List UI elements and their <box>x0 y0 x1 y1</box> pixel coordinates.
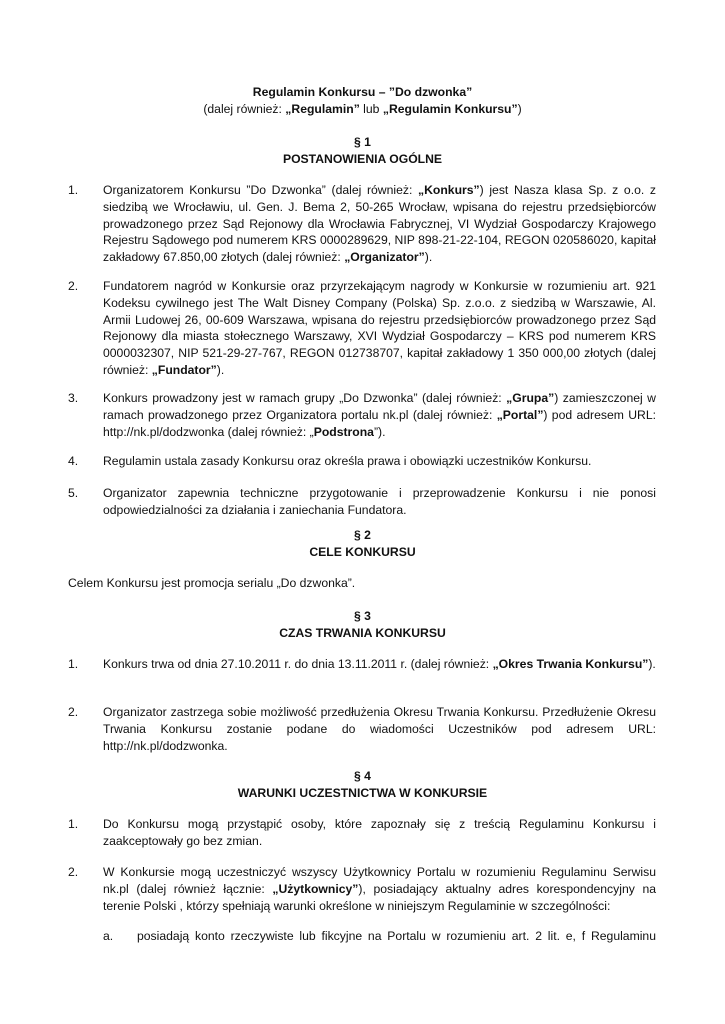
text-run: Fundatorem nagród w Konkursie oraz przyrzekającym nagrody w Konkursie w rozumieniu art. 921 Kodeksu cywilnego jest The Walt Disney Company (Polska) Sp. z.o.o. z siedzibą w Warszawie, Al. Armii Ludowej 26, 00-609 Warszawa, wpisana do rejestru przedsiębiorców prowadzonego przez Sąd Rejonowy dla miasta stołecznego Warszawy, XVI Wydział Gospodarczy – KRS pod numerem KRS 0000032307, NIP 521-29-27-767, REGON 012738707, kapitał zakładowy 1 350 000,00 złotych (dalej również: <box>103 279 656 377</box>
text-run: Organizatorem Konkursu ”Do Dzwonka” (dalej również: <box>103 183 418 197</box>
text-run: ), posiadający aktualny adres korespondencyjny na terenie Polski , którzy spełniają warunki określone w niniejszym Regulaminie w szczególności: <box>103 881 656 913</box>
term-okres-trwania: „Okres Trwania Konkursu” <box>492 657 649 671</box>
section-1-heading: POSTANOWIENIA OGÓLNE <box>282 151 443 166</box>
term-podstrona: Podstrona <box>313 424 374 439</box>
term-portal: „Portal” <box>496 407 544 422</box>
term-organizator: „Organizator” <box>344 250 425 265</box>
section-1-header <box>0 134 725 168</box>
document-title: Regulamin Konkursu – ”Do dzwonka” <box>252 85 473 99</box>
text-run: ). <box>424 250 433 265</box>
item-text: Do Konkursu mogą przystąpić osoby, które zapoznały się z treścią Regulaminu Konkursu i zaakceptowały go bez zmian. <box>103 817 656 848</box>
section-1-item-2 <box>68 278 656 379</box>
section-1-number: § 1 <box>354 135 371 149</box>
section-4-item-1 <box>68 816 656 850</box>
text-run: W Konkursie mogą uczestniczyć wszyscy Użytkownicy Portalu w rozumieniu Regulaminu Serwisu nk.pl (dalej również łącznie: <box>103 865 656 896</box>
section-3-header <box>0 608 725 642</box>
section-3-heading: CZAS TRWANIA KONKURSU <box>279 625 446 640</box>
section-4-subitem-a <box>103 928 656 945</box>
subitem-letter: a. <box>103 929 114 943</box>
section-2-heading: CELE KONKURSU <box>309 544 416 559</box>
section-4-number: § 4 <box>354 769 371 783</box>
section-1-item-5 <box>68 485 656 519</box>
section-4-header <box>0 768 725 802</box>
term-grupa: „Grupa” <box>506 391 555 405</box>
subtitle-term-regulamin: „Regulamin” <box>285 101 360 116</box>
section-3-item-1 <box>68 656 656 673</box>
item-text: Organizator zastrzega sobie możliwość przedłużenia Okresu Trwania Konkursu. Przedłużenie Okresu Trwania Konkursu zostanie podane do wiadomości Uczestników pod adresem URL: http://nk.pl/dodzwonka. <box>103 705 656 753</box>
item-number: 2. <box>68 705 79 719</box>
section-4-item-2 <box>68 864 656 914</box>
item-text <box>103 656 656 673</box>
item-text <box>103 278 656 379</box>
item-number: 2. <box>68 279 79 293</box>
section-2-number: § 2 <box>354 528 371 542</box>
section-2-text: Celem Konkursu jest promocja serialu „Do dzwonka”. <box>68 576 356 590</box>
text-run: ) jest Nasza klasa Sp. z o.o. z siedzibą we Wrocławiu, ul. Gen. J. Bema 2, 50-265 Wrocław, wpisana do rejestru przedsiębiorców prowadzonego przez Sąd Rejonowy dla Wrocławia Fabrycznej, VI Wydział Gospodarczy Krajowego Rejestru Sądowego pod numerem KRS 0000289629, NIP 898-21-22-104, REGON 020586020, kapitał zakładowy 67.850,00 złotych (dalej również: <box>103 183 656 265</box>
subitem-text: posiadają konto rzeczywiste lub fikcyjne na Portalu w rozumieniu art. 2 lit. e, f Regulaminu <box>137 929 656 943</box>
text-run: ) zamieszczonej w ramach prowadzonego przez Organizatora portalu nk.pl (dalej również: <box>103 391 656 422</box>
text-run: Konkurs prowadzony jest w ramach grupy „Do Dzwonka” (dalej również: <box>103 391 507 405</box>
text-run: ). <box>648 657 656 671</box>
item-number: 3. <box>68 391 79 405</box>
item-number: 5. <box>68 486 79 500</box>
section-1-item-4 <box>68 453 656 470</box>
item-text: Regulamin ustala zasady Konkursu oraz określa prawa i obowiązki uczestników Konkursu. <box>103 454 592 468</box>
section-4-heading: WARUNKI UCZESTNICTWA W KONKURSIE <box>237 785 488 800</box>
subtitle-term-regulamin-konkursu: „Regulamin Konkursu” <box>382 101 518 116</box>
section-1-item-3 <box>68 390 656 440</box>
text-run: ”). <box>373 424 386 439</box>
item-text <box>103 182 656 266</box>
item-number: 1. <box>68 183 79 197</box>
item-number: 2. <box>68 865 79 879</box>
section-3-item-2 <box>68 704 656 754</box>
item-number: 1. <box>68 817 79 831</box>
term-uzytkownicy: „Użytkownicy” <box>272 881 359 896</box>
item-number: 1. <box>68 657 79 671</box>
item-number: 4. <box>68 454 79 468</box>
subtitle-text: lub <box>359 101 383 116</box>
document-subtitle <box>0 101 725 118</box>
text-run: ) pod adresem URL: http://nk.pl/dodzwonka (dalej również: „ <box>103 407 656 439</box>
text-run: ). <box>216 362 225 377</box>
section-3-number: § 3 <box>354 609 371 623</box>
term-fundator: „Fundator” <box>151 362 217 377</box>
section-1-item-1 <box>68 182 656 266</box>
subtitle-text: (dalej również: <box>203 101 286 116</box>
term-konkurs: „Konkurs” <box>418 183 480 197</box>
document-title-block <box>0 84 725 118</box>
item-text <box>103 390 656 440</box>
item-text: Organizator zapewnia techniczne przygotowanie i przeprowadzenie Konkursu i nie ponosi odpowiedzialności za działania i zaniechania Fundatora. <box>103 486 656 517</box>
subtitle-text: ) <box>517 101 522 116</box>
section-2-header <box>0 527 725 561</box>
item-text <box>103 864 656 914</box>
text-run: Konkurs trwa od dnia 27.10.2011 r. do dnia 13.11.2011 r. (dalej również: <box>103 657 493 671</box>
